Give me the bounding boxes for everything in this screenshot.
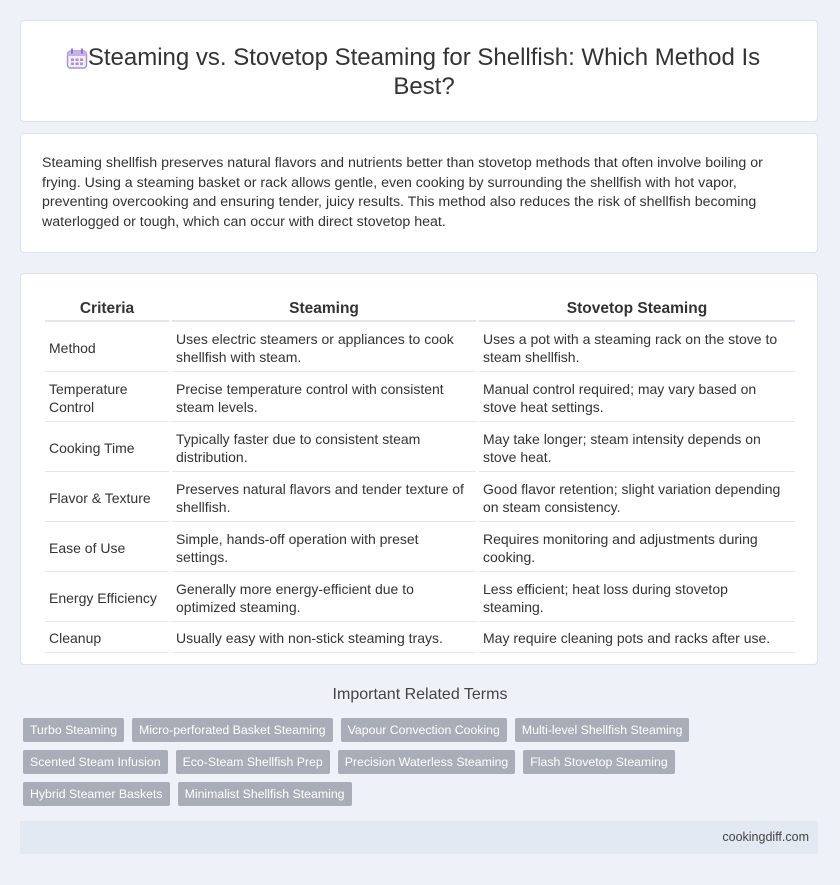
row-steaming: Usually easy with non-stick steaming trays. bbox=[172, 624, 476, 653]
header-steaming: Steaming bbox=[172, 298, 476, 322]
comparison-card bbox=[20, 273, 818, 665]
row-criteria: Method bbox=[45, 324, 169, 372]
header-criteria: Criteria bbox=[45, 298, 169, 322]
related-term-tag[interactable]: Scented Steam Infusion bbox=[23, 750, 168, 774]
row-criteria: Cleanup bbox=[45, 624, 169, 653]
table-row bbox=[45, 424, 795, 472]
related-term-tag[interactable]: Hybrid Steamer Baskets bbox=[23, 782, 170, 806]
row-steaming: Precise temperature control with consistent steam levels. bbox=[172, 374, 476, 422]
related-term-tag[interactable]: Flash Stovetop Steaming bbox=[523, 750, 674, 774]
title-card bbox=[20, 20, 818, 122]
intro-card bbox=[20, 133, 818, 253]
intro-paragraph: Steaming shellfish preserves natural flavors and nutrients better than stovetop methods that often involve boiling or frying. Using a steaming basket or rack allows gentle, even cooking by surrounding the shellfish with hot vapor, preventing overcooking and ensuring tender, juicy results. This method also reduces the risk of shellfish becoming waterlogged or tough, which can occur with direct stovetop heat. bbox=[42, 155, 763, 230]
row-criteria: Temperature Control bbox=[45, 374, 169, 422]
row-criteria: Ease of Use bbox=[45, 524, 169, 572]
row-stovetop: Good flavor retention; slight variation depending on steam consistency. bbox=[479, 474, 795, 522]
row-stovetop: Less efficient; heat loss during stovetop steaming. bbox=[479, 574, 795, 622]
related-term-tag[interactable]: Vapour Convection Cooking bbox=[341, 718, 507, 742]
page-title: Steaming vs. Stovetop Steaming for Shellfish: Which Method Is Best? bbox=[87, 44, 761, 100]
row-stovetop: Uses a pot with a steaming rack on the stove to steam shellfish. bbox=[479, 324, 795, 372]
header-stovetop-steaming: Stovetop Steaming bbox=[479, 298, 795, 322]
row-stovetop: May take longer; steam intensity depends on stove heat. bbox=[479, 424, 795, 472]
related-term-tag[interactable]: Multi-level Shellfish Steaming bbox=[515, 718, 690, 742]
row-criteria: Cooking Time bbox=[45, 424, 169, 472]
related-term-tag[interactable]: Minimalist Shellfish Steaming bbox=[178, 782, 352, 806]
table-row bbox=[45, 624, 795, 653]
row-criteria: Flavor & Texture bbox=[45, 474, 169, 522]
table-row bbox=[45, 324, 795, 372]
table-row bbox=[45, 474, 795, 522]
row-steaming: Typically faster due to consistent steam distribution. bbox=[172, 424, 476, 472]
row-stovetop: Manual control required; may vary based on stove heat settings. bbox=[479, 374, 795, 422]
row-steaming: Simple, hands-off operation with preset settings. bbox=[172, 524, 476, 572]
related-term-tag[interactable]: Turbo Steaming bbox=[23, 718, 124, 742]
related-term-tag[interactable]: Micro-perforated Basket Steaming bbox=[132, 718, 333, 742]
table-row bbox=[45, 574, 795, 622]
row-stovetop: May require cleaning pots and racks after use. bbox=[479, 624, 795, 653]
row-steaming: Uses electric steamers or appliances to cook shellfish with steam. bbox=[172, 324, 476, 372]
row-stovetop: Requires monitoring and adjustments during cooking. bbox=[479, 524, 795, 572]
table-row bbox=[45, 374, 795, 422]
row-criteria: Energy Efficiency bbox=[45, 574, 169, 622]
related-term-tag[interactable]: Eco-Steam Shellfish Prep bbox=[176, 750, 330, 774]
related-terms-title: Important Related Terms bbox=[332, 686, 508, 703]
footer bbox=[20, 821, 818, 854]
comparison-table bbox=[42, 296, 798, 655]
related-terms-list bbox=[23, 718, 818, 814]
related-term-tag[interactable]: Precision Waterless Steaming bbox=[338, 750, 516, 774]
row-steaming: Generally more energy-efficient due to optimized steaming. bbox=[172, 574, 476, 622]
footer-site-link[interactable]: cookingdiff.com bbox=[722, 830, 809, 844]
table-row bbox=[45, 524, 795, 572]
row-steaming: Preserves natural flavors and tender texture of shellfish. bbox=[172, 474, 476, 522]
table-header-row bbox=[45, 298, 795, 322]
